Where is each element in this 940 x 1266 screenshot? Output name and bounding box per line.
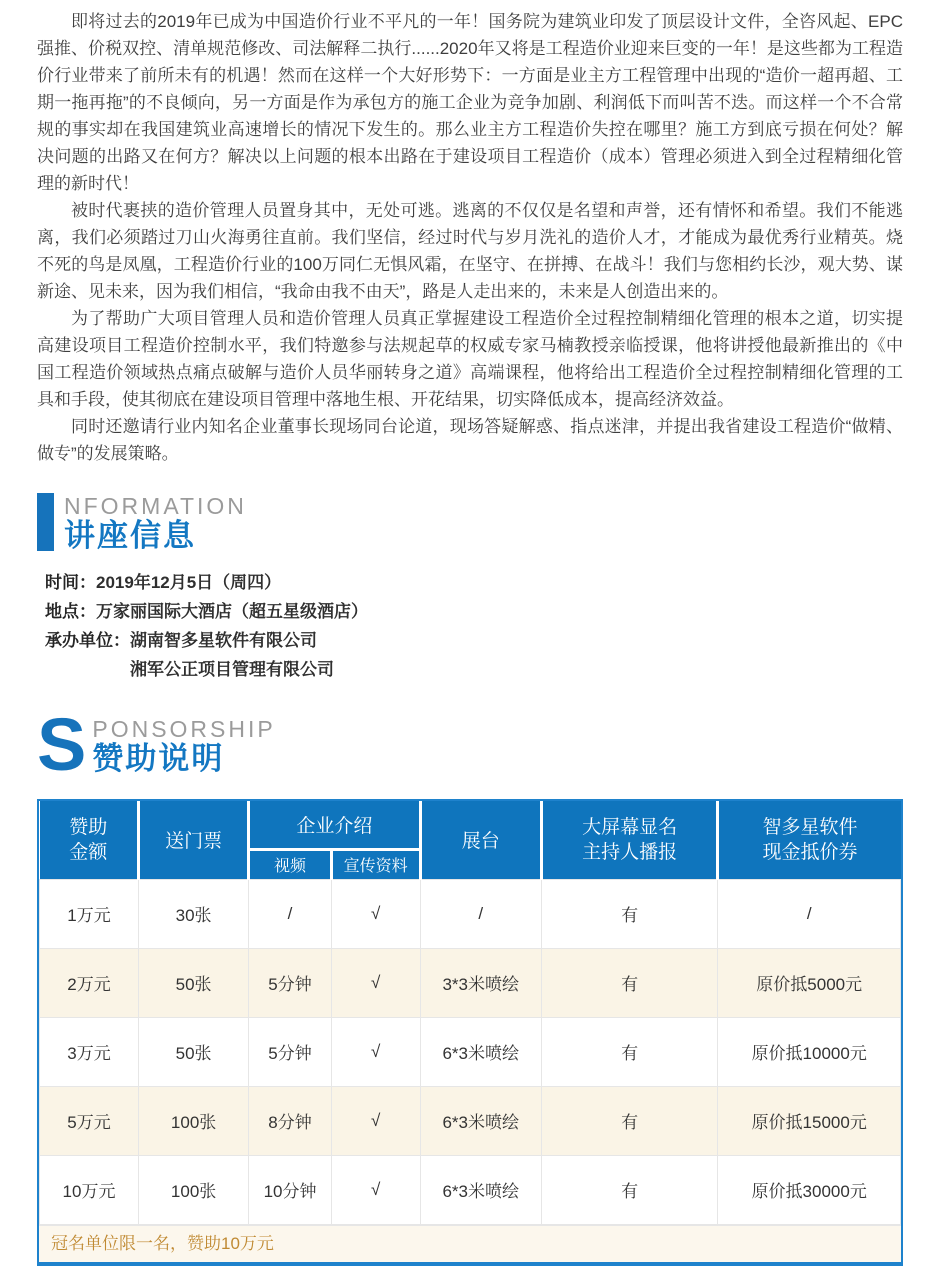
table-header-screen-announce: 大屏幕显名 主持人播报: [541, 801, 718, 879]
detail-row-organizer: [45, 626, 903, 684]
table-cell: 30张: [139, 879, 249, 948]
table-header-software-voucher: 智多星软件 现金抵价券: [718, 801, 901, 879]
organizer-value-line-2: 湘军公正项目管理有限公司: [130, 660, 334, 679]
intro-paragraph-2: 被时代裹挟的造价管理人员置身其中，无处可逃。逃离的不仅仅是名望和声誉，还有情怀和希望。我们不能逃离，我们必须踏过刀山火海勇往直前。我们坚信，经过时代与岁月洗礼的造价人才，才能成为最优秀行业精英。烧不死的鸟是凤凰，工程造价行业的100万同仁无惧风霜，在坚守、在拼搏、在战斗！我们与您相约长沙，观大势、谋新途、见未来，因为我们相信，“我命由我不由天”，路是人走出来的，未来是人创造出来的。: [37, 201, 903, 301]
table-cell: √: [331, 1017, 420, 1086]
detail-label-venue: 地点：: [45, 602, 96, 621]
sponsorship-table: [37, 799, 903, 1266]
table-cell: 10万元: [40, 1155, 139, 1224]
table-cell: /: [420, 879, 541, 948]
table-row: [40, 1155, 901, 1224]
table-cell: 原价抵5000元: [718, 948, 901, 1017]
table-cell: √: [331, 1155, 420, 1224]
detail-value-time: 2019年12月5日（周四）: [96, 573, 282, 592]
detail-label-organizer: 承办单位：: [45, 631, 130, 650]
table-cell: /: [718, 879, 901, 948]
intro-section: [37, 8, 903, 467]
intro-paragraph-1: 即将过去的2019年已成为中国造价行业不平凡的一年！国务院为建筑业印发了顶层设计文件，全咨风起、EPC强推、价税双控、清单规范修改、司法解释二执行......2020年又将是工程造价业迎来巨变的一年！是这些都为工程造价行业带来了前所未有的机遇！然而在这样一个大好形势下：一方面是业主方工程管理中出现的“造价一超再超、工期一拖再拖”的不良倾向，另一方面是作为承包方的施工企业为竞争加剧、利润低下而叫苦不迭。而这样一个不合常规的事实却在我国建筑业高速增长的情况下发生的。那么业主方工程造价失控在哪里？施工方到底亏损在何处？解决问题的出路又在何方？解决以上问题的根本出路在于建设项目工程造价（成本）管理必须进入到全过程精细化管理的新时代！: [37, 12, 903, 193]
lecture-info-english-label: NFORMATION: [64, 493, 247, 519]
table-cell: 6*3米喷绘: [420, 1086, 541, 1155]
table-cell: 10分钟: [249, 1155, 332, 1224]
table-cell: 有: [541, 1155, 718, 1224]
detail-label-time: 时间：: [45, 573, 96, 592]
section-accent-bar: [37, 493, 54, 551]
table-header-booth: 展台: [420, 801, 541, 879]
table-cell: 6*3米喷绘: [420, 1155, 541, 1224]
organizer-value-line-1: 湖南智多星软件有限公司: [130, 631, 317, 650]
table-footer-note: 冠名单位限一名，赞助10万元: [39, 1225, 901, 1262]
table-cell: 5分钟: [249, 1017, 332, 1086]
table-cell: 原价抵30000元: [718, 1155, 901, 1224]
sponsorship-english-label: PONSORSHIP: [92, 716, 276, 742]
table-cell: 有: [541, 1086, 718, 1155]
table-cell: √: [331, 1086, 420, 1155]
table-cell: 原价抵10000元: [718, 1017, 901, 1086]
lecture-info-section-header: [37, 493, 903, 552]
table-subheader-materials: 宣传资料: [331, 849, 420, 879]
table-cell: 5万元: [40, 1086, 139, 1155]
table-header-tickets: 送门票: [139, 801, 249, 879]
lecture-info-title: 讲座信息: [64, 518, 196, 553]
table-row: [40, 948, 901, 1017]
table-cell: /: [249, 879, 332, 948]
table-cell: 3*3米喷绘: [420, 948, 541, 1017]
table-cell: 8分钟: [249, 1086, 332, 1155]
table-row: [40, 1017, 901, 1086]
table-row: [40, 1086, 901, 1155]
intro-paragraph-3: 为了帮助广大项目管理人员和造价管理人员真正掌握建设工程造价全过程控制精细化管理的根本之道，切实提高建设项目工程造价控制水平，我们特邀参与法规起草的权威专家马楠教授亲临授课，他将讲授他最新推出的《中国工程造价领域热点痛点破解与造价人员华丽转身之道》高端课程，他将给出工程造价全过程控制精细化管理的工具和手段，使其彻底在建设项目管理中落地生根、开花结果，切实降低成本，提高经济效益。: [37, 309, 903, 409]
table-cell: 有: [541, 1017, 718, 1086]
table-cell: 6*3米喷绘: [420, 1017, 541, 1086]
table-row: [40, 879, 901, 948]
table-cell: 有: [541, 879, 718, 948]
table-cell: 100张: [139, 1086, 249, 1155]
sponsorship-title: 赞助说明: [92, 741, 225, 776]
table-cell: 5分钟: [249, 948, 332, 1017]
table-cell: √: [331, 948, 420, 1017]
sponsorship-initial: S: [37, 703, 87, 786]
detail-row-venue: [45, 597, 903, 626]
table-cell: 50张: [139, 948, 249, 1017]
table-subheader-video: 视频: [249, 849, 332, 879]
intro-paragraph-4: 同时还邀请行业内知名企业董事长现场同台论道，现场答疑解惑、指点迷津，并提出我省建设工程造价“做精、做专”的发展策略。: [37, 417, 903, 463]
table-cell: 50张: [139, 1017, 249, 1086]
table-header-sponsor-amount: 赞助 金额: [40, 801, 139, 879]
lecture-details: [37, 568, 903, 684]
table-cell: 1万元: [40, 879, 139, 948]
table-cell: 2万元: [40, 948, 139, 1017]
table-cell: √: [331, 879, 420, 948]
table-cell: 有: [541, 948, 718, 1017]
table-cell: 3万元: [40, 1017, 139, 1086]
table-header-company-intro: 企业介绍: [249, 801, 420, 849]
detail-row-time: [45, 568, 903, 597]
table-cell: 原价抵15000元: [718, 1086, 901, 1155]
detail-value-venue: 万家丽国际大酒店（超五星级酒店）: [96, 602, 368, 621]
table-cell: 100张: [139, 1155, 249, 1224]
sponsorship-section-header: [37, 703, 903, 786]
